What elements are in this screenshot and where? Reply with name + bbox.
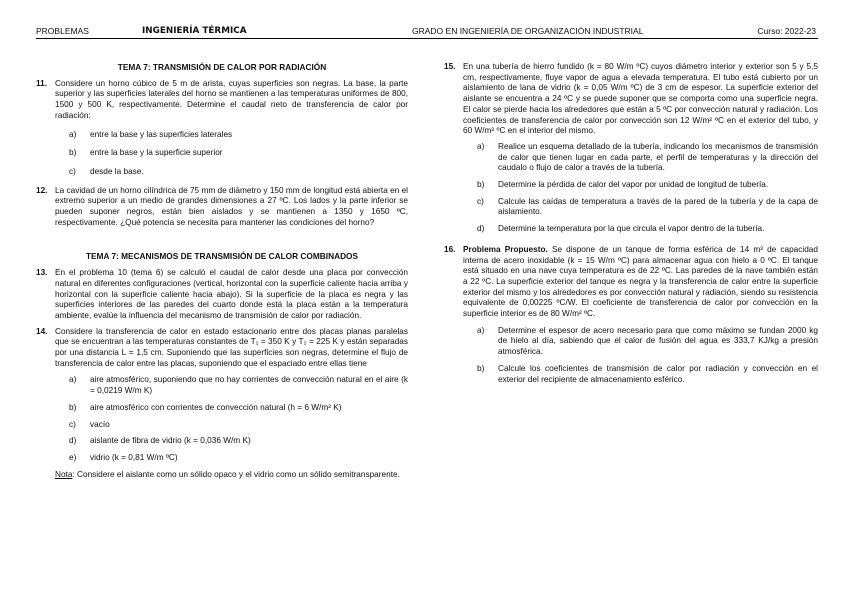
list-item: c) desde la base. [69,166,144,176]
list-item: a) aire atmosférico, suponiendo que no hay corrientes de convección natural en el aire (k = 0,0219 W/m K) [69,375,408,396]
problem-15-text: En una tubería de hierro fundido (k = 80 W/m ºC) cuyos diámetro interior y exterior son 5 y 5,5 cm, respectivamente, fluye vapor de agua a elevada temperatura. El tubo está cubierto por un aislamiento de lana de vidrio (k = 0,05 W/m ºC) de 3 cm de espesor. La superficie exterior del aislante se encuentra a 24 ºC y se puede suponer que se comporta como una superficie negra. El calor se pierde hacia los alrededores que están a 5 ºC por convección natural y radiación. Los coeficientes de transferencia de calor por convección son 12 W/m² ºC en el exterior del tubo, y 60 W/m² ºC en el interior del mismo. [463,62,818,136]
list-item: a) entre la base y las superficies laterales [69,129,233,139]
problem-15: 15. En una tubería de hierro fundido (k = 80 W/m ºC) cuyos diámetro interior y exterior son 5 y 5,5 cm, respectivamente, fluye vapor de agua a elevada temperatura. El tubo está cubierto por un aislamiento de lana de vidrio (k = 0,05 W/m ºC) de 3 cm de espesor. La superficie exterior del aislante se encuentra a 24 ºC y se puede suponer que se comporta como una superficie negra. El calor se pierde hacia los alrededores que están a 5 ºC por convección natural y radiación. Los coeficientes de transferencia de calor por convección son 12 W/m² ºC en el exterior del tubo, y 60 W/m² ºC en el interior del mismo. a) Realice un esquema detallado de la tubería, indicando los mecanismos de transmisión de calor que tienen lugar en cada parte, el perfil de temperaturas y la dirección del caudalo o flujo de calor a través de la tubería. b) Determine la pérdida de calor del vapor por unidad de longitud de tubería. c) Calcule las caídas de temperatura a través de la pared de la tubería y de la capa de aislamiento. d) Determine la temperatura por la que circula el vapor dentro de la tubería. [444,62,818,234]
page-header [36,26,818,39]
section-title-combined: TEMA 7: MECANISMOS DE TRANSMISIÓN DE CALOR COMBINADOS [85,251,359,262]
left-column [36,62,408,480]
problem-12: 12. La cavidad de un horno cilíndrica de 75 mm de diámetro y 150 mm de longitud está abierta en el extremo superior a un medio de grandes dimensiones a 27 ºC. Los lados y la parte inferior se pueden suponer negros, están bien aislados y se mantienen a 1350 y 1650 ºC, respectivamente. ¿Qué potencia se necesita para mantener las condiciones del horno? [36,185,408,227]
problem-14: 14. Considere la transferencia de calor en estado estacionario entre dos placas planas paralelas que se encuentran a las temperaturas constantes de T₁ = 350 K y T₂ = 225 K y están separadas por una distancia L = 1,5 cm. Suponiendo que las superficies son negras, determine el flujo de transferencia de calor entre las placas, suponiendo que el espaciado entre ellas tiene a) aire atmosférico, suponiendo que no hay corrientes de convección natural en el aire (k = 0,0219 W/m K) b) aire atmosférico con corrientes de convección natural (h = 6 W/m² K) c) vacío d) aislante de fibra de vidrio (k = 0,036 W/m K) e) vidrio (k = 0,81 W/m ºC) Nota: Considere el aislante como un sólido opaco y el vidrio como un sólido semitransparente. [36,326,408,479]
problem-14-text: Considere la transferencia de calor en estado estacionario entre dos placas planas paralelas que se encuentran a las temperaturas constantes de T₁ = 350 K y T₂ = 225 K y están separadas por una distancia L = 1,5 cm. Suponiendo que las superficies son negras, determine el flujo de transferencia de calor entre las placas, suponiendo que el espaciado entre ellas tiene [55,326,408,368]
list-item: d) Determine la temperatura por la que circula el vapor dentro de la tubería. [477,224,765,234]
section-title-radiation: TEMA 7: TRANSMISIÓN DE CALOR POR RADIACIÓN [117,62,327,72]
problem-13-text: En el problema 10 (tema 6) se calculó el caudal de calor desde una placa por convección natural en diferentes configuraciones (vertical, horizontal con la superficie caliente hacia arriba y horizontal con la superficie caliente hacia abajo). Si la superficie de la placa es negra y las superficies interiores de las paredes del cuarto donde está la placa están a la temperatura ambiente, evalúe la influencia del mecanismo de transmisión de calor por radiación. [55,268,408,320]
list-item: d) aislante de fibra de vidrio (k = 0,036 W/m K) [69,436,251,446]
list-item: a) Determine el espesor de acero necesario para que como máximo se fundan 2000 kg de hielo al día, sabiendo que el calor de fusión del agua es 333,7 KJ/kg a presión atmosférica. [477,325,818,357]
list-item: c) vacío [69,419,110,429]
list-item: b) entre la base y la superficie superior [69,148,223,158]
list-item: c) Calcule las caídas de temperatura a través de la pared de la tubería y de la capa de aislamiento. [477,196,818,217]
list-item: b) aire atmosférico con corrientes de convección natural (h = 6 W/m² K) [69,402,342,412]
header-course: Curso: 2022-23 [757,26,816,36]
note: Nota: Considere el aislante como un sólido opaco y el vidrio como un sólido semitransparente. [55,469,400,479]
proposed-label: Problema Propuesto. [463,244,548,254]
header-subject: INGENIERÍA TÉRMICA [142,26,247,36]
list-item: b) Calcule los coeficientes de transmisión de calor por radiación y convección en el exterior del recipiente de almacenamiento esférico. [477,363,818,384]
header-left: PROBLEMAS [36,26,89,36]
list-item: e) vidrio (k = 0,81 W/m ºC) [69,452,178,462]
list-item: a) Realice un esquema detallado de la tubería, indicando los mecanismos de transmisión de calor que tienen lugar en cada parte, el perfil de temperaturas y la dirección del caudalo o flujo de calor a través de la tubería. [477,141,818,173]
problem-16: 16. Problema Propuesto. Se dispone de un tanque de forma esférica de 14 m³ de capacidad interna de acero inoxidable (k = 15 W/m ºC) para almacenar agua con hielo a 0 ºC. El tanque está situado en una nave cuya temperatura es de 22 ºC. Las paredes de la nave también están a 22 ºC. La superficie exterior del tanque es negra y la transferencia de calor entre la superficie exterior del mismo y los alrededores es por convección natural y radiación, siendo su resistencia equivalente de 0,00225 ºC/W. El coeficiente de transferencia de calor por convección en la superficie interior es de 80 W/m² ºC. a) Determine el espesor de acero necesario para que como máximo se fundan 2000 kg de hielo al día, sabiendo que el calor de fusión del agua es 333,7 KJ/kg a presión atmosférica. b) Calcule los coeficientes de transmisión de calor por radiación y convección en el exterior del recipiente de almacenamiento esférico. [444,244,818,384]
problem-11-text: Considere un horno cúbico de 5 m de arista, cuyas superficies son negras. La base, la parte superior y las superficies laterales del horno se mantienen a las temperaturas uniformes de 800, 1500 y 500 K, respectivamente. Determine el caudal neto de transferencia de calor por radiación: [55,78,408,120]
problem-13: 13. En el problema 10 (tema 6) se calculó el caudal de calor desde una placa por convección natural en diferentes configuraciones (vertical, horizontal con la superficie caliente hacia arriba y horizontal con la superficie caliente hacia abajo). Si la superficie de la placa es negra y las superficies interiores de las paredes del cuarto donde está la placa están a la temperatura ambiente, evalúe la influencia del mecanismo de transmisión de calor por radiación. [36,268,408,320]
problem-16-text: Problema Propuesto. Se dispone de un tanque de forma esférica de 14 m³ de capacidad interna de acero inoxidable (k = 15 W/m ºC) para almacenar agua con hielo a 0 ºC. El tanque está situado en una nave cuya temperatura es de 22 ºC. Las paredes de la nave también están a 22 ºC. La superficie exterior del tanque es negra y la transferencia de calor entre la superficie exterior del mismo y los alrededores es por convección natural y radiación, siendo su resistencia equivalente de 0,00225 ºC/W. El coeficiente de transferencia de calor por convección en la superficie interior es de 80 W/m² ºC. [463,244,818,319]
problem-11: 11. Considere un horno cúbico de 5 m de arista, cuyas superficies son negras. La base, la parte superior y las superficies laterales del horno se mantienen a las temperaturas uniformes de 800, 1500 y 500 K, respectivamente. Determine el caudal neto de transferencia de calor por radiación: a) entre la base y las superficies laterales b) entre la base y la superficie superior c) desde la base. [36,78,408,176]
right-column [444,62,818,385]
header-degree: GRADO EN INGENIERÍA DE ORGANIZACIÓN INDUSTRIAL [412,26,644,36]
list-item: b) Determine la pérdida de calor del vapor por unidad de longitud de tubería. [477,180,769,190]
problem-12-text: La cavidad de un horno cilíndrica de 75 mm de diámetro y 150 mm de longitud está abierta en el extremo superior a un medio de grandes dimensiones a 27 ºC. Los lados y la parte inferior se pueden suponer negros, están bien aislados y se mantienen a 1350 y 1650 ºC, respectivamente. ¿Qué potencia se necesita para mantener las condiciones del horno? [55,185,408,227]
